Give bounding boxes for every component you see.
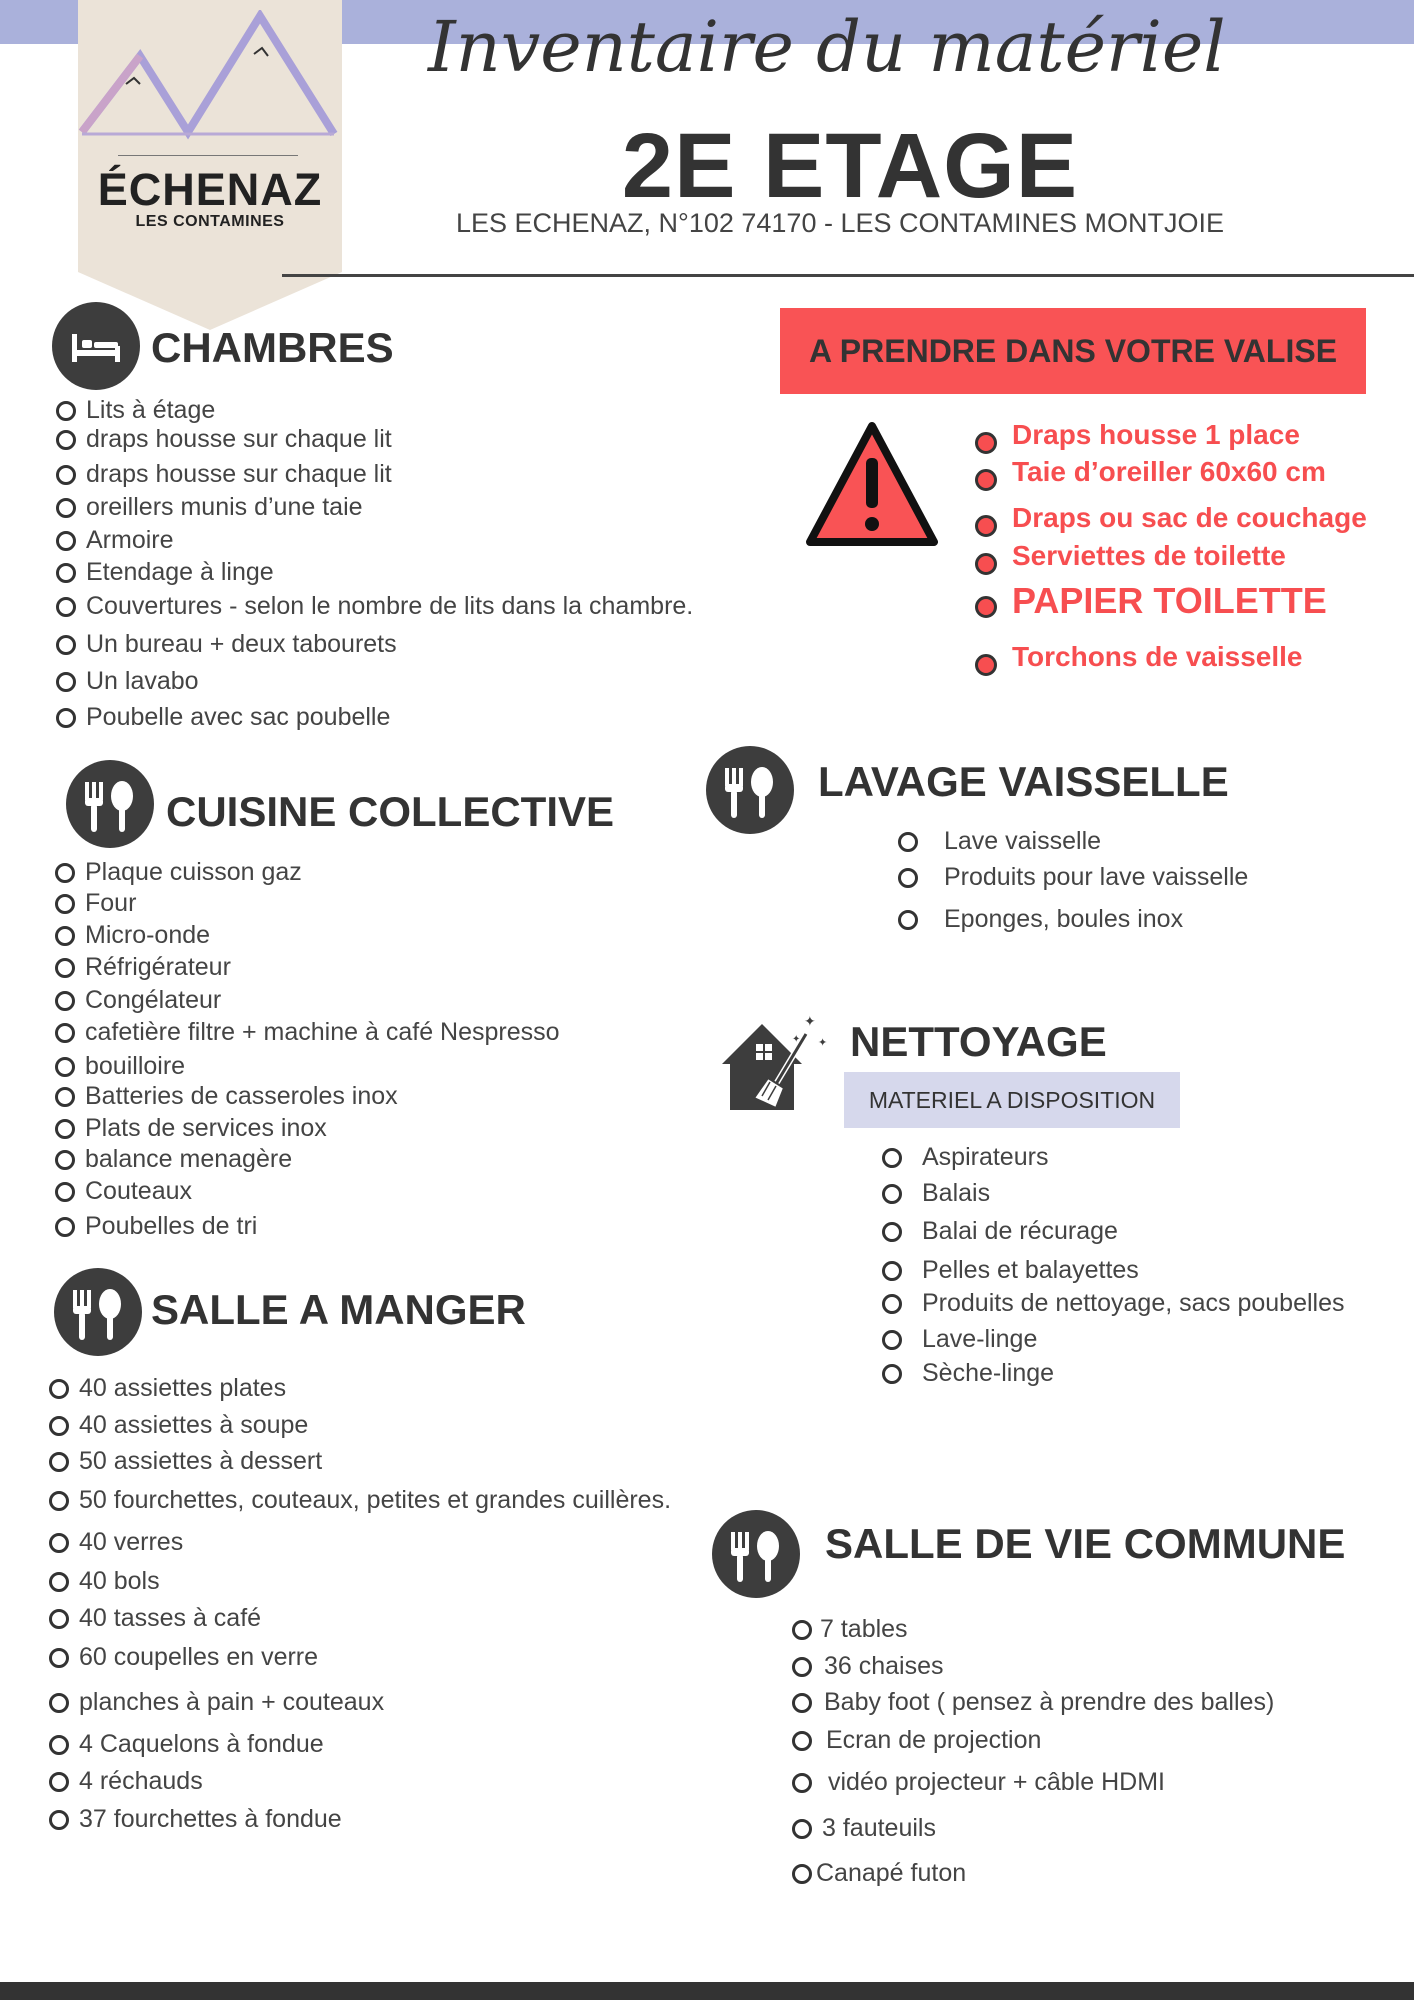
checkbox-icon[interactable]	[56, 531, 76, 551]
section-title-lavage: LAVAGE VAISSELLE	[818, 758, 1229, 805]
checkbox-icon[interactable]	[55, 894, 75, 914]
checkbox-icon[interactable]	[792, 1657, 812, 1677]
logo-divider	[118, 155, 298, 156]
checkbox-icon[interactable]	[55, 1057, 75, 1077]
warning-icon	[804, 418, 940, 552]
section-title-vie-commune: SALLE DE VIE COMMUNE	[825, 1520, 1346, 1567]
checkbox-icon[interactable]	[49, 1533, 69, 1553]
script-title: Inventaire du matériel	[428, 6, 1226, 88]
checkbox-icon[interactable]	[792, 1819, 812, 1839]
cutlery-icon	[54, 1268, 142, 1356]
checkbox-icon[interactable]	[49, 1379, 69, 1399]
checkbox-icon[interactable]	[792, 1864, 812, 1884]
svg-text:✦: ✦	[804, 1014, 816, 1030]
checkbox-icon[interactable]	[55, 926, 75, 946]
cutlery-icon	[66, 760, 154, 848]
checkbox-icon[interactable]	[882, 1148, 902, 1168]
bullet-icon	[975, 515, 997, 537]
checkbox-icon[interactable]	[56, 563, 76, 583]
bullet-icon	[975, 432, 997, 454]
logo-subtitle: LES CONTAMINES	[135, 213, 285, 230]
checkbox-icon[interactable]	[882, 1222, 902, 1242]
checkbox-icon[interactable]	[56, 708, 76, 728]
bullet-icon	[975, 469, 997, 491]
checkbox-icon[interactable]	[49, 1735, 69, 1755]
checkbox-icon[interactable]	[49, 1572, 69, 1592]
checkbox-icon[interactable]	[882, 1261, 902, 1281]
checkbox-icon[interactable]	[898, 832, 918, 852]
checkbox-icon[interactable]	[49, 1648, 69, 1668]
bed-icon	[52, 302, 140, 390]
checkbox-icon[interactable]	[56, 430, 76, 450]
checkbox-icon[interactable]	[55, 1023, 75, 1043]
checkbox-icon[interactable]	[56, 465, 76, 485]
checkbox-icon[interactable]	[792, 1693, 812, 1713]
checkbox-icon[interactable]	[49, 1772, 69, 1792]
checkbox-icon[interactable]	[898, 910, 918, 930]
checkbox-icon[interactable]	[55, 991, 75, 1011]
house-broom-icon	[720, 1012, 830, 1116]
checkbox-icon[interactable]	[55, 1217, 75, 1237]
mountain-logo-icon	[78, 10, 348, 140]
dispo-label: MATERIEL A DISPOSITION	[868, 1087, 1156, 1113]
page-title: 2E ETAGE	[621, 115, 1079, 217]
logo-name: ÉCHENAZ	[97, 164, 323, 215]
checkbox-icon[interactable]	[882, 1330, 902, 1350]
address: LES ECHENAZ, N°102 74170 - LES CONTAMINES MONTJOIE	[455, 208, 1224, 238]
bullet-icon	[975, 654, 997, 676]
checkbox-icon[interactable]	[49, 1491, 69, 1511]
checkbox-icon[interactable]	[49, 1416, 69, 1436]
checkbox-icon[interactable]	[55, 863, 75, 883]
checkbox-icon[interactable]	[56, 672, 76, 692]
checkbox-icon[interactable]	[55, 1087, 75, 1107]
checkbox-icon[interactable]	[49, 1810, 69, 1830]
checkbox-icon[interactable]	[49, 1693, 69, 1713]
valise-title: A PRENDRE DANS VOTRE VALISE	[808, 333, 1338, 369]
checkbox-icon[interactable]	[56, 635, 76, 655]
checkbox-icon[interactable]	[49, 1609, 69, 1629]
bullet-icon	[975, 553, 997, 575]
checkbox-icon[interactable]	[55, 958, 75, 978]
checkbox-icon[interactable]	[792, 1773, 812, 1793]
section-title-nettoyage: NETTOYAGE	[850, 1018, 1107, 1065]
cutlery-icon	[706, 746, 794, 834]
checkbox-icon[interactable]	[898, 868, 918, 888]
checkbox-icon[interactable]	[55, 1182, 75, 1202]
checkbox-icon[interactable]	[49, 1452, 69, 1472]
checkbox-icon[interactable]	[56, 401, 76, 421]
checkbox-icon[interactable]	[792, 1731, 812, 1751]
cutlery-icon	[712, 1510, 800, 1598]
bullet-icon	[975, 596, 997, 618]
svg-text:✦: ✦	[792, 1034, 801, 1045]
section-title-salle-manger: SALLE A MANGER	[151, 1286, 526, 1333]
checkbox-icon[interactable]	[56, 597, 76, 617]
checkbox-icon[interactable]	[882, 1184, 902, 1204]
checkbox-icon[interactable]	[792, 1620, 812, 1640]
checkbox-icon[interactable]	[882, 1364, 902, 1384]
header-rule	[282, 274, 1414, 277]
checkbox-icon[interactable]	[882, 1294, 902, 1314]
svg-text:✦: ✦	[818, 1036, 828, 1049]
checkbox-icon[interactable]	[56, 498, 76, 518]
checkbox-icon[interactable]	[55, 1119, 75, 1139]
section-title-cuisine: CUISINE COLLECTIVE	[166, 788, 615, 835]
checkbox-icon[interactable]	[55, 1150, 75, 1170]
section-title-chambres: CHAMBRES	[151, 324, 394, 371]
bottom-band	[0, 1982, 1414, 2000]
